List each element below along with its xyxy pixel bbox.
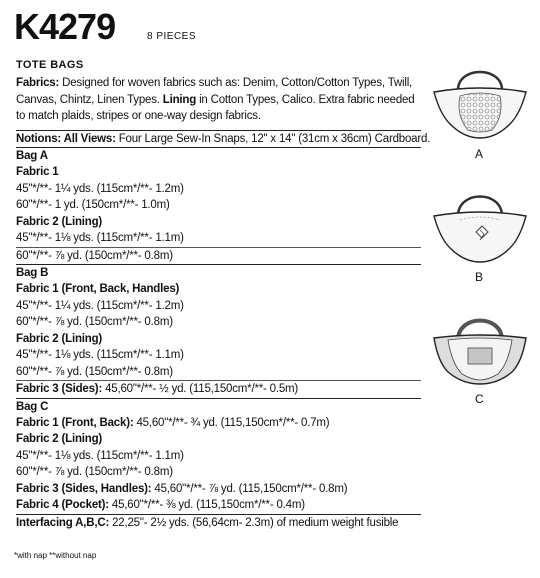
notions-text: Four Large Sew-In Snaps, 12" x 14" (31cm x 36cm) Cardboard. bbox=[115, 132, 431, 145]
bag-c-fabric1-text: 45,60"*/**- ¾ yd. (115,150cm*/**- 0.7m) bbox=[133, 416, 330, 429]
bag-c-heading: Bag C bbox=[16, 400, 49, 413]
bag-b-fabric2-60: 60"*/**- ⅞ yd. (150cm*/**- 0.8m) bbox=[16, 365, 173, 378]
nap-footnote: *with nap **without nap bbox=[14, 551, 97, 560]
bag-c-fabric3 bbox=[16, 481, 421, 498]
bag-b-fabric3 bbox=[16, 380, 421, 398]
bag-a-fabric2-45: 45"*/**- 1⅛ yds. (115cm*/**- 1.1m) bbox=[16, 232, 184, 244]
bag-c-fabric3-text: 45,60"*/**- ⅞ yd. (115,150cm*/**- 0.8m) bbox=[151, 482, 348, 495]
bag-b-fabric1-60: 60"*/**- ⅞ yd. (150cm*/**- 0.8m) bbox=[16, 316, 173, 328]
bag-b-fabric3-text: 45,60"*/**- ½ yd. (115,150cm*/**- 0.5m) bbox=[102, 383, 299, 395]
pieces-count: 8 PIECES bbox=[147, 31, 197, 42]
lining-label: Lining bbox=[162, 93, 197, 106]
view-a-label: A bbox=[475, 147, 484, 161]
notions-label: Notions: All Views: bbox=[16, 132, 116, 145]
bag-c-fabric4-text: 45,60"*/**- ⅜ yd. (115,150cm*/**- 0.4m) bbox=[108, 499, 305, 511]
fabrics-text-2: in Cotton Types, Calico. Extra fabric needed to match plaids, stripes or one-way design fabrics. bbox=[16, 93, 415, 122]
bag-b-fabric2-45: 45"*/**- 1⅛ yds. (115cm*/**- 1.1m) bbox=[16, 349, 184, 361]
interfacing-text: 22,25"- 2½ yds. (56,64cm- 2.3m) of medium weight fusible bbox=[109, 516, 399, 529]
interfacing-line bbox=[16, 514, 421, 532]
view-c-label: C bbox=[475, 392, 484, 406]
bag-c-fabric4-label: Fabric 4 (Pocket): bbox=[16, 499, 109, 511]
interfacing-label: Interfacing A,B,C: bbox=[16, 516, 110, 529]
bag-c-fabric4 bbox=[16, 497, 421, 514]
bag-b-body bbox=[434, 212, 526, 262]
bag-a-section bbox=[16, 147, 421, 264]
bag-a-front-panel bbox=[459, 93, 501, 132]
fabrics-label: Fabrics: bbox=[16, 77, 60, 89]
bag-c-fabric3-label: Fabric 3 (Sides, Handles): bbox=[16, 482, 152, 495]
bag-b-illustration bbox=[430, 186, 530, 266]
bag-b-section bbox=[16, 264, 421, 398]
bag-b-fabric1-45: 45"*/**- 1¼ yds. (115cm*/**- 1.2m) bbox=[16, 299, 184, 312]
fabrics-text: Designed for woven fabrics such as: Denim, Cotton/Cotton Types, Twill, Canvas, Chintz, Linen Types. bbox=[16, 77, 413, 106]
view-b-label: B bbox=[475, 270, 484, 284]
notions-line bbox=[16, 130, 431, 148]
bag-b-fabric2-label: Fabric 2 (Lining) bbox=[16, 332, 103, 345]
bag-a-fabric1-60: 60"*/**- 1 yd. (150cm*/**- 1.0m) bbox=[16, 199, 170, 211]
bag-b-fabric3-label: Fabric 3 (Sides): bbox=[16, 383, 103, 395]
bag-c-fabric2-45: 45"*/**- 1⅛ yds. (115cm*/**- 1.1m) bbox=[16, 449, 184, 462]
bag-c-illustration bbox=[430, 310, 530, 390]
bag-a-illustration bbox=[430, 60, 530, 142]
bag-c-fabric1-label: Fabric 1 (Front, Back): bbox=[16, 416, 134, 429]
bag-c-fabric2-label: Fabric 2 (Lining) bbox=[16, 433, 103, 445]
bag-a-fabric2-60: 60"*/**- ⅞ yd. (150cm*/**- 0.8m) bbox=[16, 247, 421, 265]
pattern-number: K4279 bbox=[14, 6, 116, 47]
bag-c-section bbox=[16, 398, 421, 514]
bag-a-fabric1-45: 45"*/**- 1¼ yds. (115cm*/**- 1.2m) bbox=[16, 182, 184, 195]
bag-a-fabric1-label: Fabric 1 bbox=[16, 166, 59, 178]
bag-b-fabric1-label: Fabric 1 (Front, Back, Handles) bbox=[16, 283, 180, 295]
bag-c-fabric2-60: 60"*/**- ⅞ yd. (150cm*/**- 0.8m) bbox=[16, 466, 173, 478]
bag-b-heading: Bag B bbox=[16, 267, 49, 279]
bag-c-fabric1 bbox=[16, 415, 421, 432]
bag-a-fabric2-label: Fabric 2 (Lining) bbox=[16, 215, 103, 228]
bag-a-heading: Bag A bbox=[16, 150, 48, 162]
pattern-info bbox=[16, 58, 431, 531]
bag-c-pocket bbox=[468, 348, 492, 364]
fabrics-paragraph bbox=[16, 75, 421, 125]
section-title: TOTE BAGS bbox=[16, 59, 84, 71]
